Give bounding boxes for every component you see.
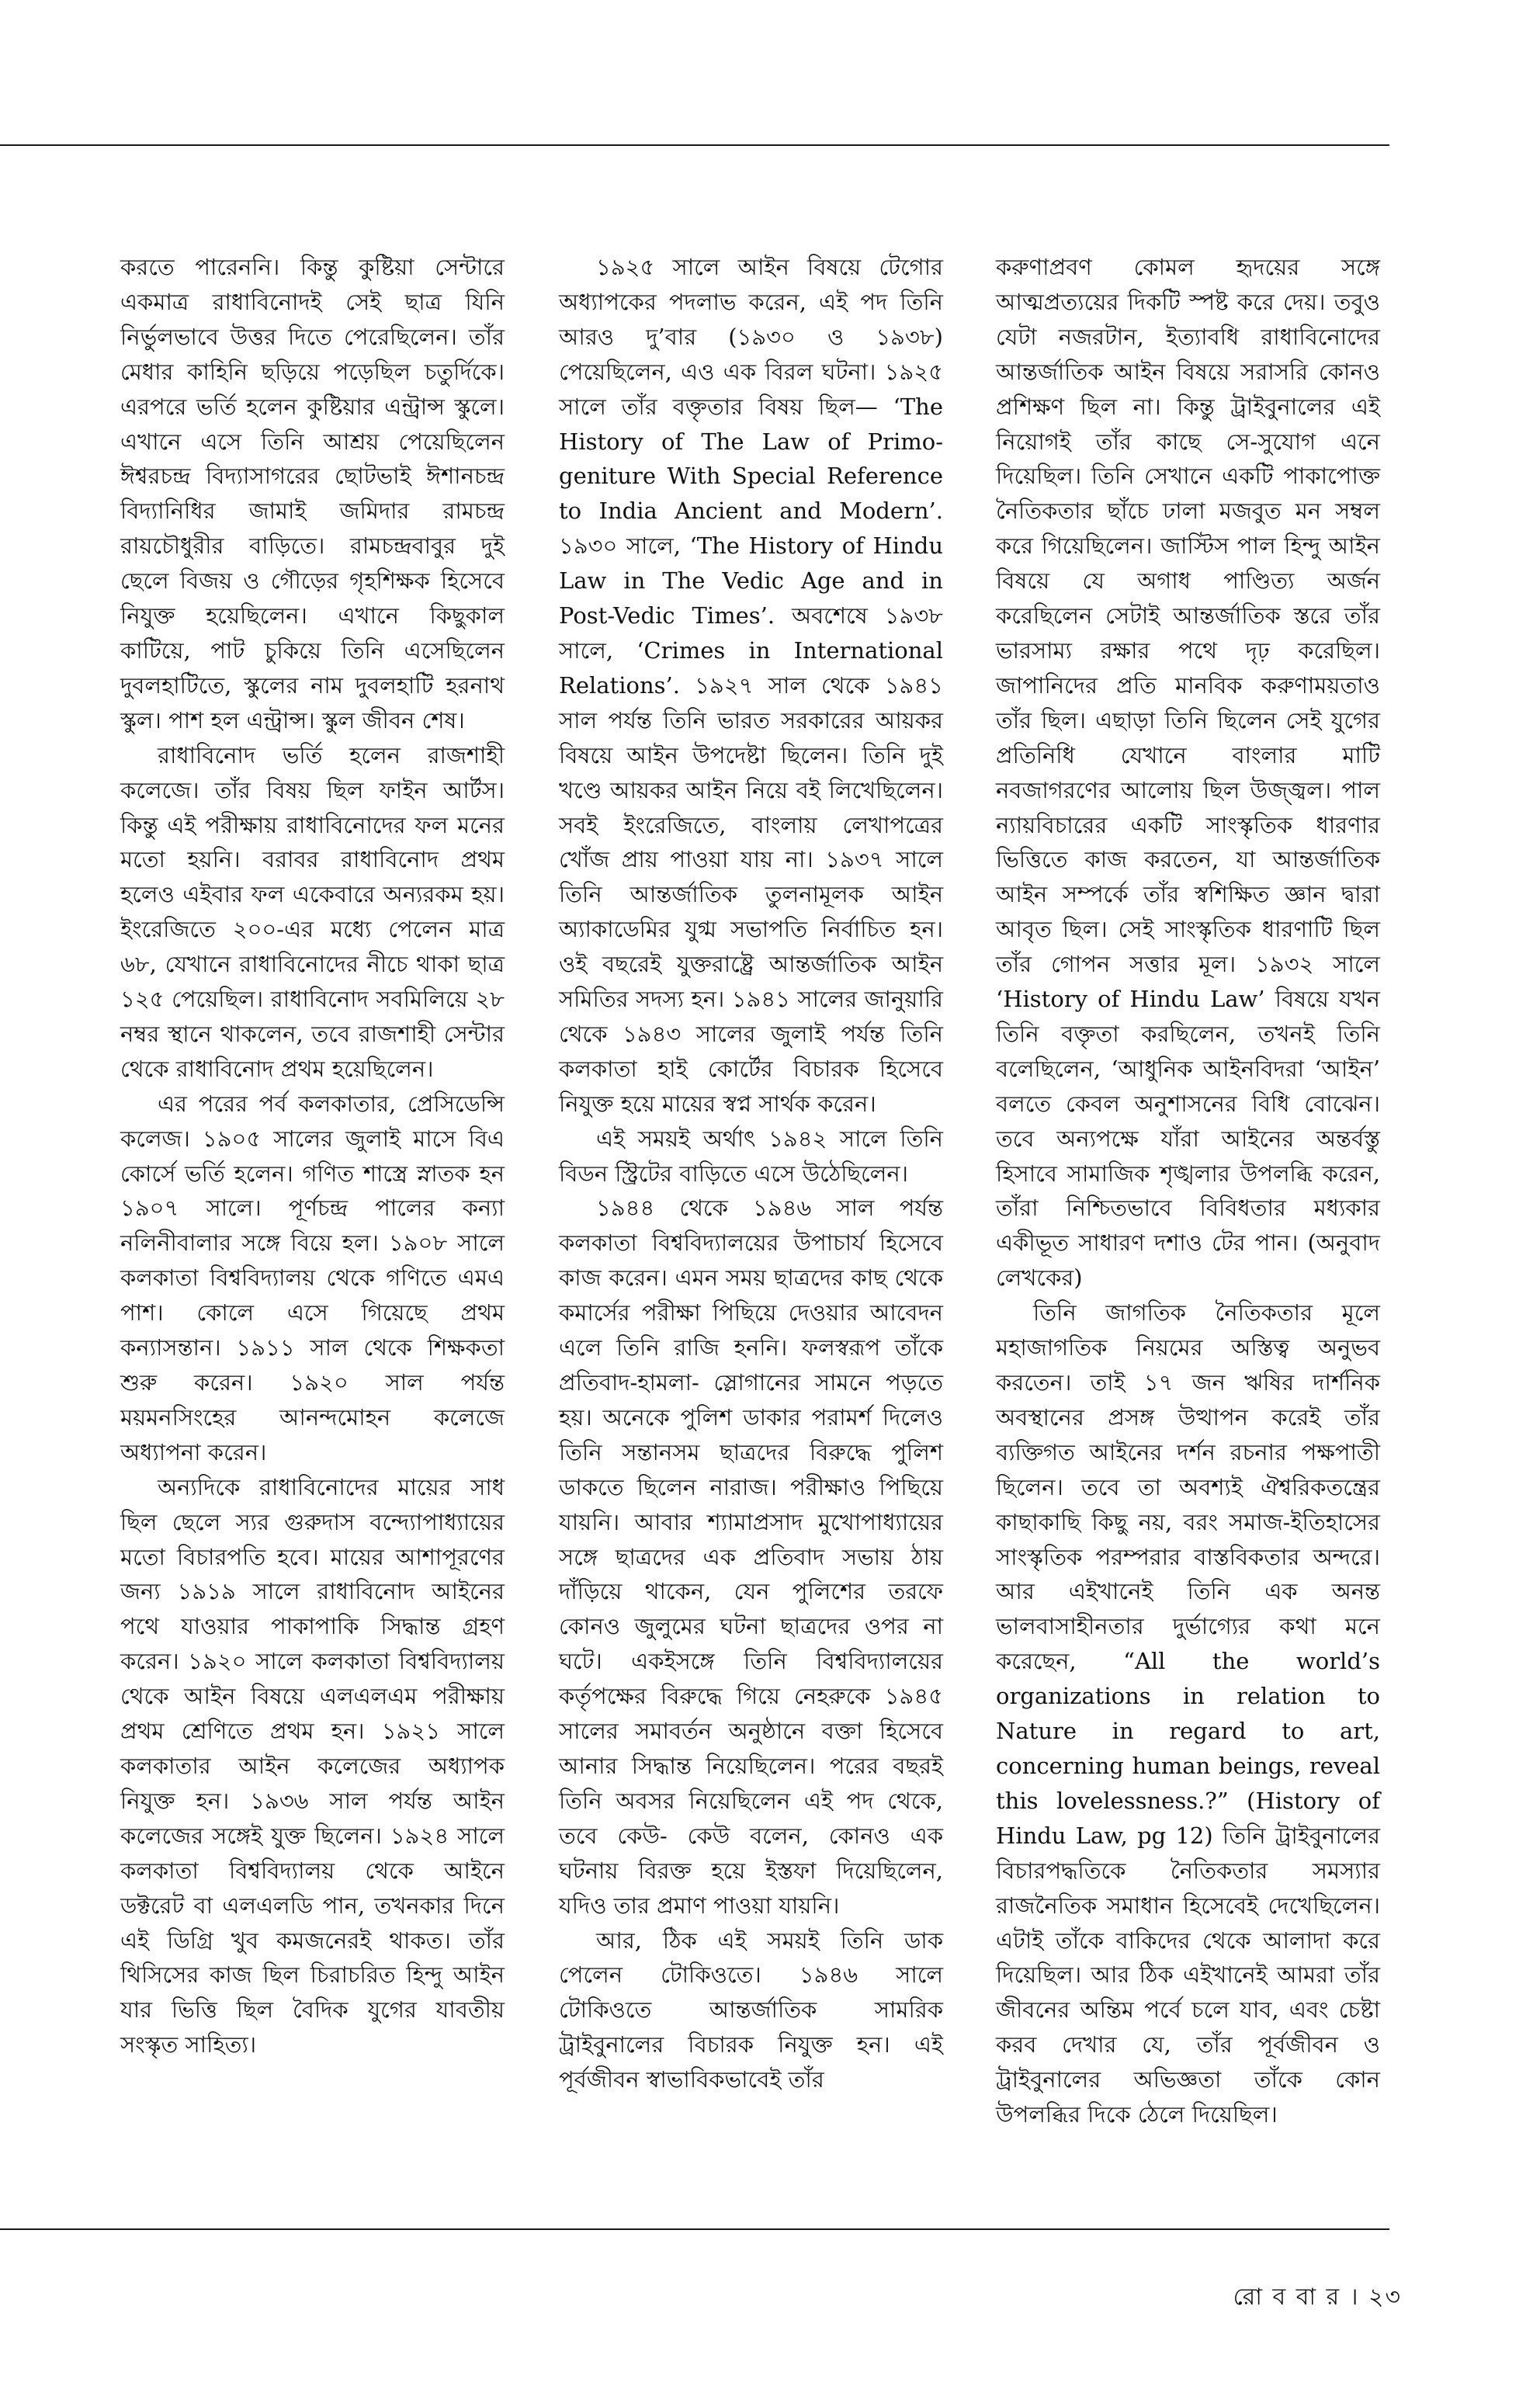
paragraph: এই সময়ই অর্থাৎ ১৯৪২ সালে তিনি বিডন স্ট্রিটের বাড়িতে এসে উঠেছিলেন। (559, 1125, 943, 1187)
paragraph: ১৯২৫ সালে আইন বিষয়ে টেগোর অধ্যাপকের পদলাভ করেন, এই পদ তিনি আরও দু’বার (১৯৩০ ও ১৯৩৮) পেয়েছিলেন, এও এক বিরল ঘটনা। ১৯২৫ সালে তাঁর বক্তৃতার বিষয় ছিল— ‘The History of The Law of Primo- geniture With Special Reference to India Ancient and Modern’. ১৯৩০ সালে, ‘The History of Hindu Law in The Vedic Age and in Post-Vedic Times’. অবশেষে ১৯৩৮ সালে, ‘Crimes in International Relations’. ১৯২৭ সাল থেকে ১৯৪১ সাল পর্যন্ত তিনি ভারত সরকারের আয়কর বিষয়ে আইন উপদেষ্টা ছিলেন। তিনি দুই খণ্ডে আয়কর আইন নিয়ে বই লিখেছিলেন। সবই ইংরেজিতে, বাংলায় লেখাপত্রের খোঁজ প্রায় পাওয়া যায় না। ১৯৩৭ সালে তিনি আন্তর্জাতিক তুলনামূলক আইন অ্যাকাডেমির যুগ্ম সভাপতি নির্বাচিত হন। ওই বছরেই যুক্তরাষ্ট্রে আন্তর্জাতিক আইন সমিতির সদস্য হন। ১৯৪১ সালের জানুয়ারি থেকে ১৯৪৩ সালের জুলাই পর্যন্ত তিনি কলকাতা হাই কোর্টের বিচারক হিসেবে নিযুক্ত হয়ে মায়ের স্বপ্ন সার্থক করেন। (559, 254, 943, 1117)
text-column-1 (120, 250, 505, 2062)
footer-rule (0, 2228, 1389, 2230)
paragraph: আর, ঠিক এই সময়ই তিনি ডাক পেলেন টোকিওতে। ১৯৪৬ সালে টোকিওতে আন্তর্জাতিক সামরিক ট্রাইবুনালের বিচারক নিযুক্ত হন। এই পূর্বজীবন স্বাভাবিকভাবেই তাঁর (559, 1927, 943, 2093)
publication-name: রো ব বা র (1233, 2284, 1341, 2311)
footer-separator: । (1349, 2284, 1360, 2311)
paragraph: এর পরের পর্ব কলকাতার, প্রেসিডেন্সি কলেজ। ১৯০৫ সালের জুলাই মাসে বিএ কোর্সে ভর্তি হলেন। গণিত শাস্ত্রে স্নাতক হন ১৯০৭ সালে। পূর্ণচন্দ্র পালের কন্যা নলিনীবালার সঙ্গে বিয়ে হল। ১৯০৮ সালে কলকাতা বিশ্ববিদ্যালয় থেকে গণিতে এমএ পাশ। কোলে এসে গিয়েছে প্রথম কন্যাসন্তান। ১৯১১ সাল থেকে শিক্ষকতা শুরু করেন। ১৯২০ সাল পর্যন্ত ময়মনসিংহের আনন্দমোহন কলেজে অধ্যাপনা করেন। (120, 1090, 505, 1465)
paragraph: তিনি জাগতিক নৈতিকতার মূলে মহাজাগতিক নিয়মের অস্তিত্ব অনুভব করতেন। তাই ১৭ জন ঋষির দার্শনিক অবস্থানের প্রসঙ্গ উত্থাপন করেই তাঁর ব্যক্তিগত আইনের দর্শন রচনার পক্ষপাতী ছিলেন। তবে তা অবশ্যই ঐশ্বরিকতন্ত্রের কাছাকাছি কিছু নয়, বরং সমাজ-ইতিহাসের সাংস্কৃতিক পরম্পরার বাস্তবিকতার অন্দরে। আর এইখানেই তিনি এক অনন্ত ভালবাসাহীনতার দুর্ভাগ্যের কথা মনে করেছেন, “All the world’s organizations in relation to Nature in regard to art, concerning human beings, reveal this lovelessness.?” (History of Hindu Law, pg 12) তিনি ট্রাইবুনালের বিচারপদ্ধতিকে নৈতিকতার সমস্যার রাজনৈতিক সমাধান হিসেবেই দেখেছিলেন। এটাই তাঁকে বাকিদের থেকে আলাদা করে দিয়েছিল। আর ঠিক এইখানেই আমরা তাঁর জীবনের অন্তিম পর্বে চলে যাব, এবং চেষ্টা করব দেখার যে, তাঁর পূর্বজীবন ও ট্রাইবুনালের অভিজ্ঞতা তাঁকে কোন উপলব্ধির দিকে ঠেলে দিয়েছিল। (996, 1299, 1380, 2128)
text-column-3 (996, 250, 1380, 2132)
page-footer (1233, 2278, 1402, 2318)
page-number: ২৩ (1368, 2284, 1402, 2311)
header-rule (0, 144, 1389, 146)
paragraph: করুণাপ্রবণ কোমল হৃদয়ের সঙ্গে আত্মপ্রত্যয়ের দিকটি স্পষ্ট করে দেয়। তবুও যেটা নজরটান, ইত্যাবধি রাধাবিনোদের আন্তর্জাতিক আইন বিষয়ে সরাসরি কোনও প্রশিক্ষণ ছিল না। কিন্তু ট্রাইবুনালের এই নিয়োগই তাঁর কাছে সে-সুযোগ এনে দিয়েছিল। তিনি সেখানে একটি পাকাপোক্ত নৈতিকতার ছাঁচে ঢালা মজবুত মন সম্বল করে গিয়েছিলেন। জাস্টিস পাল হিন্দু আইন বিষয়ে যে অগাধ পাণ্ডিত্য অর্জন করেছিলেন সেটাই আন্তর্জাতিক স্তরে তাঁর ভারসাম্য রক্ষার পথে দৃঢ় করেছিল। জাপানিদের প্রতি মানবিক করুণাময়তাও তাঁর ছিল। এছাড়া তিনি ছিলেন সেই যুগের প্রতিনিধি যেখানে বাংলার মাটি নবজাগরণের আলোয় ছিল উজ্জ্বল। পাল ন্যায়বিচারের একটি সাংস্কৃতিক ধারণার ভিত্তিতে কাজ করতেন, যা আন্তর্জাতিক আইন সম্পর্কে তাঁর স্বশিক্ষিত জ্ঞান দ্বারা আবৃত ছিল। সেই সাংস্কৃতিক ধারণাটি ছিল তাঁর গোপন সত্তার মূল। ১৯৩২ সালে ‘History of Hindu Law’ বিষয়ে যখন তিনি বক্তৃতা করছিলেন, তখনই তিনি বলেছিলেন, ‘আধুনিক আইনবিদরা ‘আইন’ বলতে কেবল অনুশাসনের বিধি বোঝেন। তবে অন্যপক্ষে যাঁরা আইনের অন্তর্বস্তু হিসাবে সামাজিক শৃঙ্খলার উপলব্ধি করেন, তাঁরা নিশ্চিতভাবে বিবিধতার মধ্যকার একীভূত সাধারণ দশাও টের পান। (অনুবাদ লেখকের) (996, 254, 1380, 1292)
paragraph: ১৯৪৪ থেকে ১৯৪৬ সাল পর্যন্ত কলকাতা বিশ্ববিদ্যালয়ের উপাচার্য হিসেবে কাজ করেন। এমন সময় ছাত্রদের কাছ থেকে কমার্সের পরীক্ষা পিছিয়ে দেওয়ার আবেদন এলে তিনি রাজি হননি। ফলস্বরূপ তাঁকে প্রতিবাদ-হামলা- স্লোগানের সামনে পড়তে হয়। অনেকে পুলিশ ডাকার পরামর্শ দিলেও তিনি সন্তানসম ছাত্রদের বিরুদ্ধে পুলিশ ডাকতে ছিলেন নারাজ। পরীক্ষাও পিছিয়ে যায়নি। আবার শ্যামাপ্রসাদ মুখোপাধ্যায়ের সঙ্গে ছাত্রদের এক প্রতিবাদ সভায় ঠায় দাঁড়িয়ে থাকেন, যেন পুলিশের তরফে কোনও জুলুমের ঘটনা ছাত্রদের ওপর না ঘটে। একইসঙ্গে তিনি বিশ্ববিদ্যালয়ের কর্তৃপক্ষের বিরুদ্ধে গিয়ে নেহরুকে ১৯৪৫ সালের সমাবর্তন অনুষ্ঠানে বক্তা হিসেবে আনার সিদ্ধান্ত নিয়েছিলেন। পরের বছরই তিনি অবসর নিয়েছিলেন এই পদ থেকে, তবে কেউ- কেউ বলেন, কোনও এক ঘটনায় বিরক্ত হয়ে ইস্তফা দিয়েছিলেন, যদিও তার প্রমাণ পাওয়া যায়নি। (559, 1195, 943, 1919)
text-column-2 (559, 250, 943, 2097)
paragraph: করতে পারেননি। কিন্তু কুষ্টিয়া সেন্টারে একমাত্র রাধাবিনোদই সেই ছাত্র যিনি নির্ভুলভাবে উত্তর দিতে পেরেছিলেন। তাঁর মেধার কাহিনি ছড়িয়ে পড়েছিল চতুর্দিকে। এরপরে ভর্তি হলেন কুষ্টিয়ার এন্ট্রান্স স্কুলে। এখানে এসে তিনি আশ্রয় পেয়েছিলেন ঈশ্বরচন্দ্র বিদ্যাসাগরের ছোটভাই ঈশানচন্দ্র বিদ্যানিধির জামাই জমিদার রামচন্দ্র রায়চৌধুরীর বাড়িতে। রামচন্দ্রবাবুর দুই ছেলে বিজয় ও গৌড়ের গৃহশিক্ষক হিসেবে নিযুক্ত হয়েছিলেন। এখানে কিছুকাল কাটিয়ে, পাট চুকিয়ে তিনি এসেছিলেন দুবলহাটিতে, স্কুলের নাম দুবলহাটি হরনাথ স্কুল। পাশ হল এন্ট্রান্স। স্কুল জীবন শেষ। (120, 254, 505, 734)
paragraph: রাধাবিনোদ ভর্তি হলেন রাজশাহী কলেজে। তাঁর বিষয় ছিল ফাইন আর্টস। কিন্তু এই পরীক্ষায় রাধাবিনোদের ফল মনের মতো হয়নি। বরাবর রাধাবিনোদ প্রথম হলেও এইবার ফল একেবারে অন্যরকম হয়। ইংরেজিতে ২০০-এর মধ্যে পেলেন মাত্র ৬৮, যেখানে রাধাবিনোদের নীচে থাকা ছাত্র ১২৫ পেয়েছিল। রাধাবিনোদ সবমিলিয়ে ২৮ নম্বর স্থানে থাকলেন, তবে রাজশাহী সেন্টার থেকে রাধাবিনোদ প্রথম হয়েছিলেন। (120, 741, 505, 1082)
paragraph: অন্যদিকে রাধাবিনোদের মায়ের সাধ ছিল ছেলে স্যর গুরুদাস বন্দ্যোপাধ্যায়ের মতো বিচারপতি হবে। মায়ের আশাপূরণের জন্য ১৯১৯ সালে রাধাবিনোদ আইনের পথে যাওয়ার পাকাপাকি সিদ্ধান্ত গ্রহণ করেন। ১৯২০ সালে কলকাতা বিশ্ববিদ্যালয় থেকে আইন বিষয়ে এলএলএম পরীক্ষায় প্রথম শ্রেণিতে প্রথম হন। ১৯২১ সালে কলকাতার আইন কলেজের অধ্যাপক নিযুক্ত হন। ১৯৩৬ সাল পর্যন্ত আইন কলেজের সঙ্গেই যুক্ত ছিলেন। ১৯২৪ সালে কলকাতা বিশ্ববিদ্যালয় থেকে আইনে ডক্টরেট বা এলএলডি পান, তখনকার দিনে এই ডিগ্রি খুব কমজনেরই থাকত। তাঁর থিসিসের কাজ ছিল চিরাচরিত হিন্দু আইন যার ভিত্তি ছিল বৈদিক যুগের যাবতীয় সংস্কৃত সাহিত্য। (120, 1473, 505, 2058)
